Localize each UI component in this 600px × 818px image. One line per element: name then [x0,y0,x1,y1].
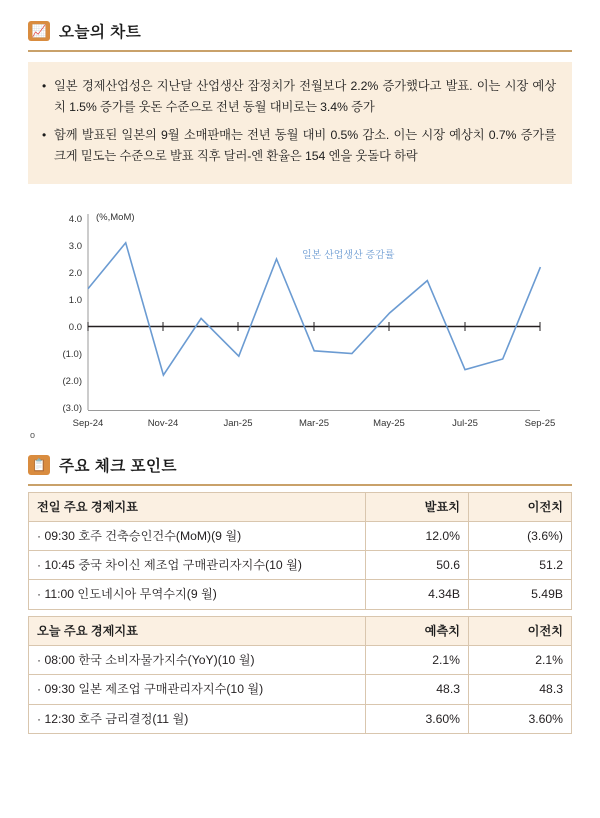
indicator-forecast: 3.60% [366,704,469,733]
svg-text:4.0: 4.0 [68,213,82,225]
chart-svg [0,198,600,438]
series-label: 일본 산업생산 증감률 [302,249,395,261]
list-item: • 일본 경제산업성은 지난달 산업생산 잠정치가 전월보다 2.2% 증가했다고 발표. 이는 시장 예상치 1.5% 증가를 웃돈 수준으로 전년 동월 대비로는 3.4% 증가 [42,76,556,118]
column-header-forecast: 예측치 [366,616,469,645]
commentary-box [28,62,572,184]
column-header-actual: 발표치 [366,492,469,521]
chart-footnote-marker: o [30,429,36,440]
y-axis-unit: (%,MoM) [96,211,135,223]
table-header-row [29,492,572,521]
svg-text:Sep-25: Sep-25 [524,417,556,429]
indicator-previous: 5.49B [469,580,572,609]
industrial-production-chart [0,198,600,438]
column-header-label: 오늘 주요 경제지표 [29,616,366,645]
chart-section-header [0,14,600,48]
check-section-header [0,448,600,482]
x-axis-labels [73,418,556,429]
y-axis-labels [62,214,82,414]
svg-text:May-25: May-25 [373,417,405,429]
svg-text:Nov-24: Nov-24 [147,417,179,429]
table-row [29,646,572,675]
svg-text:3.0: 3.0 [68,240,82,252]
indicator-actual: 4.34B [366,580,469,609]
clipboard-icon [28,455,50,475]
table-row [29,580,572,609]
table-row [29,704,572,733]
indicator-previous: 51.2 [469,551,572,580]
column-header-previous: 이전치 [469,492,572,521]
indicator-actual: 50.6 [366,551,469,580]
indicator-name: · 08:00 한국 소비자물가지수(YoY)(10 월) [29,646,366,675]
table-header-row [29,616,572,645]
svg-text:(2.0): (2.0) [62,375,82,387]
check-section-title: 주요 체크 포인트 [59,457,177,475]
svg-text:1.0: 1.0 [68,294,82,306]
table-row [29,551,572,580]
indicator-name: · 09:30 일본 제조업 구매관리자지수(10 월) [29,675,366,704]
svg-text:(3.0): (3.0) [62,402,82,414]
indicator-previous: 3.60% [469,704,572,733]
table-row [29,521,572,550]
series-line [88,242,540,374]
chart-icon [28,21,50,41]
indicator-previous: 48.3 [469,675,572,704]
indicator-actual: 12.0% [366,521,469,550]
report-page [0,14,600,818]
previous-day-indicators-table [28,492,572,610]
check-tables [28,492,572,734]
column-header-previous: 이전치 [469,616,572,645]
table-row [29,675,572,704]
indicator-previous: (3.6%) [469,521,572,550]
check-section-divider [28,484,572,486]
commentary-list [42,76,556,168]
indicator-name: · 11:00 인도네시아 무역수지(9 월) [29,580,366,609]
list-item: • 함께 발표된 일본의 9월 소매판매는 전년 동월 대비 0.5% 감소. 이는 시장 예상치 0.7% 증가를 크게 밑도는 수준으로 발표 직후 달러-엔 환율은 154 엔을 웃돌다 하락 [42,125,556,167]
chart-icon-glyph: 📈 [31,24,47,38]
svg-text:Sep-24: Sep-24 [72,417,104,429]
clipboard-icon-glyph: 📋 [31,457,47,472]
svg-text:0.0: 0.0 [68,321,82,333]
column-header-label: 전일 주요 경제지표 [29,492,366,521]
svg-text:Mar-25: Mar-25 [298,417,330,429]
chart-section-divider [28,50,572,52]
indicator-forecast: 48.3 [366,675,469,704]
today-indicators-table [28,616,572,734]
svg-text:2.0: 2.0 [68,267,82,279]
indicator-forecast: 2.1% [366,646,469,675]
svg-text:Jan-25: Jan-25 [223,417,253,429]
svg-text:(1.0): (1.0) [62,348,82,360]
indicator-name: · 09:30 호주 건축승인건수(MoM)(9 월) [29,521,366,550]
svg-text:Jul-25: Jul-25 [452,417,478,429]
indicator-name: · 12:30 호주 금리결정(11 월) [29,704,366,733]
indicator-previous: 2.1% [469,646,572,675]
chart-section-title: 오늘의 차트 [59,24,142,41]
indicator-name: · 10:45 중국 차이신 제조업 구매관리자지수(10 월) [29,551,366,580]
